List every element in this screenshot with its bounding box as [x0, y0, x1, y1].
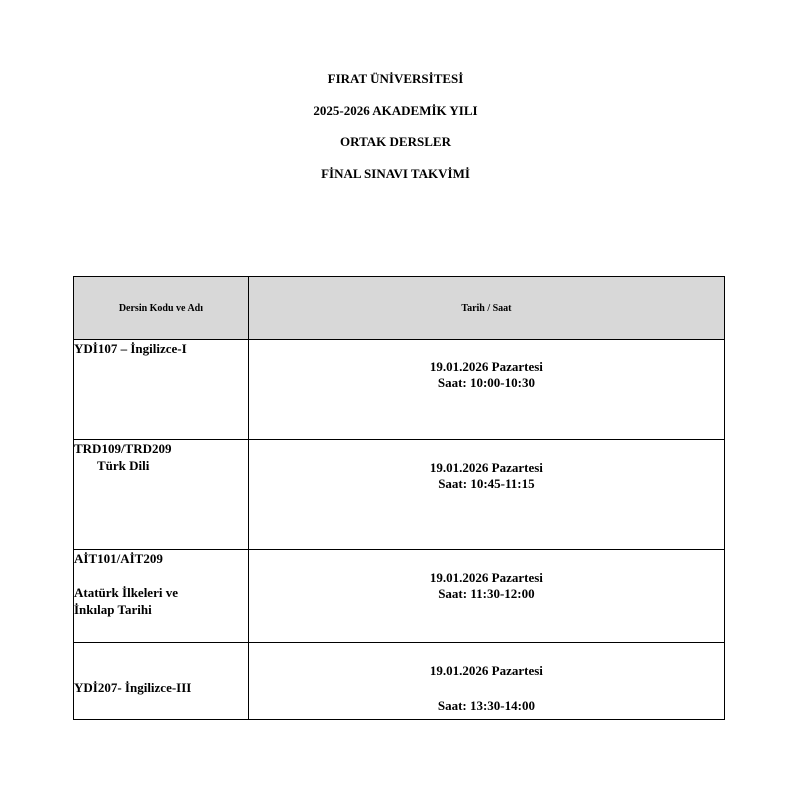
exam-time: Saat: 10:00-10:30 — [437, 375, 535, 390]
datetime-cell — [248, 550, 724, 643]
university-name: FIRAT ÜNİVERSİTESİ — [327, 71, 464, 86]
course-cell — [74, 340, 249, 440]
course-code: AİT101/AİT209 — [74, 551, 163, 566]
table-row — [74, 340, 725, 440]
document-header — [0, 66, 791, 192]
spacer — [249, 679, 724, 698]
course-cell — [74, 440, 249, 550]
course-name-line1: Atatürk İlkeleri ve — [74, 585, 178, 600]
course-cell — [74, 643, 249, 720]
course-group: ORTAK DERSLER — [340, 134, 451, 149]
exam-date: 19.01.2026 Pazartesi — [429, 570, 543, 585]
table-header-row — [74, 277, 725, 340]
datetime-cell — [248, 340, 724, 440]
exam-time: Saat: 13:30-14:00 — [437, 698, 535, 713]
course-code: YDİ207- İngilizce-III — [74, 680, 192, 695]
exam-time: Saat: 10:45-11:15 — [438, 476, 535, 491]
exam-schedule-table — [73, 276, 725, 720]
datetime-cell — [248, 643, 724, 720]
schedule-title: FİNAL SINAVI TAKVİMİ — [321, 165, 470, 181]
course-name-line2: İnkılap Tarihi — [74, 602, 152, 617]
spacer — [74, 567, 248, 584]
table-row — [74, 550, 725, 643]
datetime-column-header: Tarih / Saat — [248, 277, 724, 340]
academic-year: 2025-2026 AKADEMİK YILI — [313, 102, 478, 118]
exam-date: 19.01.2026 Pazartesi — [429, 359, 543, 374]
table-row — [74, 440, 725, 550]
course-code: YDİ107 – İngilizce-I — [74, 341, 187, 356]
datetime-cell — [248, 440, 724, 550]
course-code: TRD109/TRD209 — [74, 441, 172, 456]
course-cell — [74, 550, 249, 643]
course-name: Türk Dili — [97, 458, 150, 473]
exam-date: 19.01.2026 Pazartesi — [429, 663, 543, 678]
table-row — [74, 643, 725, 720]
exam-time: Saat: 11:30-12:00 — [438, 586, 535, 601]
course-column-header: Dersin Kodu ve Adı — [74, 277, 249, 340]
exam-date: 19.01.2026 Pazartesi — [429, 460, 543, 475]
